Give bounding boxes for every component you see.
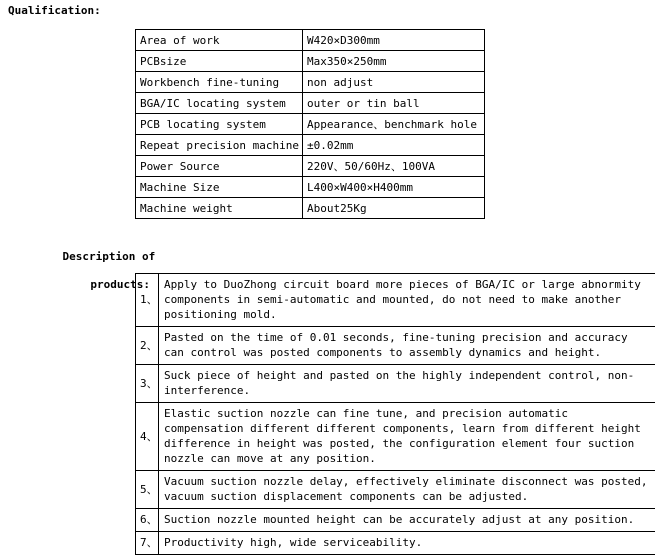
table-row [136, 72, 485, 93]
table-row [136, 365, 655, 403]
table-row [136, 114, 485, 135]
table-row [136, 532, 655, 555]
spec-label: Machine Size [136, 177, 303, 198]
description-heading-line1: Description of [62, 250, 156, 263]
item-index: 4、 [136, 403, 159, 471]
qualification-table [135, 29, 485, 219]
spec-label: PCB locating system [136, 114, 303, 135]
spec-label: PCBsize [136, 51, 303, 72]
spec-value: ±0.02mm [303, 135, 485, 156]
spec-value: non adjust [303, 72, 485, 93]
item-index: 6、 [136, 509, 159, 532]
spec-value: outer or tin ball [303, 93, 485, 114]
description-table [135, 273, 655, 555]
spec-label: Area of work [136, 30, 303, 51]
table-row [136, 51, 485, 72]
item-index: 1、 [136, 274, 159, 327]
item-index: 7、 [136, 532, 159, 555]
table-row [136, 135, 485, 156]
spec-label: Machine weight [136, 198, 303, 219]
table-row [136, 509, 655, 532]
item-text: Apply to DuoZhong circuit board more pieces of BGA/IC or large abnormity components in semi-automatic and mounted, do not need to make another positioning mold. [159, 274, 655, 327]
spec-value: 220V、50/60Hz、100VA [303, 156, 485, 177]
table-row [136, 93, 485, 114]
table-row [136, 198, 485, 219]
item-text: Suction nozzle mounted height can be accurately adjust at any position. [159, 509, 655, 532]
item-text: Vacuum suction nozzle delay, effectively eliminate disconnect was posted, vacuum suction displacement components can be adjusted. [159, 471, 655, 509]
spec-value: Appearance、benchmark hole [303, 114, 485, 135]
table-row [136, 156, 485, 177]
spec-label: Workbench fine-tuning [136, 72, 303, 93]
spec-label: Power Source [136, 156, 303, 177]
item-index: 2、 [136, 327, 159, 365]
item-text: Productivity high, wide serviceability. [159, 532, 655, 555]
item-text: Elastic suction nozzle can fine tune, and precision automatic compensation different different components, learn from different height difference in height was posted, the configuration element four suction nozzle can move at any position. [159, 403, 655, 471]
spec-value: L400×W400×H400mm [303, 177, 485, 198]
item-text: Pasted on the time of 0.01 seconds, fine-tuning precision and accuracy can control was posted components to assembly dynamics and height. [159, 327, 655, 365]
spec-value: About25Kg [303, 198, 485, 219]
qualification-heading: Qualification: [8, 4, 101, 17]
spec-value: Max350×250mm [303, 51, 485, 72]
table-row [136, 274, 655, 327]
item-index: 3、 [136, 365, 159, 403]
table-row [136, 30, 485, 51]
table-row [136, 403, 655, 471]
spec-label: BGA/IC locating system [136, 93, 303, 114]
spec-value: W420×D300mm [303, 30, 485, 51]
item-index: 5、 [136, 471, 159, 509]
item-text: Suck piece of height and pasted on the highly independent control, non-interference. [159, 365, 655, 403]
description-heading-line2: products: [90, 278, 150, 291]
spec-label: Repeat precision machine [136, 135, 303, 156]
table-row [136, 177, 485, 198]
table-row [136, 327, 655, 365]
table-row [136, 471, 655, 509]
